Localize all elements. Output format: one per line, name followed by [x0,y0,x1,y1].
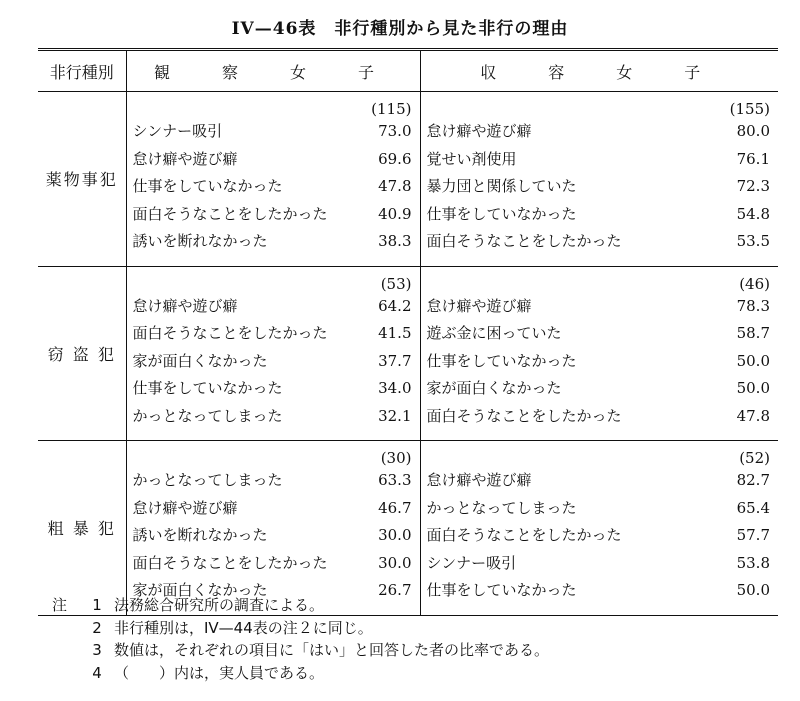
footnote-row [52,594,772,617]
reason-label: かっとなってしまった [426,498,577,517]
percent-value: 46.7 [378,498,412,517]
reason-label: 怠け癖や遊び癖 [132,149,238,168]
footnote-number: 3 [92,641,102,659]
list-item [427,118,773,146]
table-body [38,92,778,616]
reason-label: 怠け癖や遊び癖 [426,471,532,489]
percent-value: 72.3 [736,177,770,195]
sample-count: (30) [380,449,412,467]
percent-value: 78.3 [736,296,770,315]
footnote-label: 注 [52,596,68,614]
reason-label: 怠け癖や遊び癖 [132,296,238,315]
reason-label: 家が面白くなかった [132,351,268,370]
reason-label: かっとなってしまった [132,406,283,425]
percent-value: 63.3 [378,471,412,489]
list-item [427,522,773,550]
sample-count: (155) [729,100,770,118]
list-item [427,293,773,321]
reason-label: 仕事をしていなかった [132,177,283,195]
percent-value: 40.9 [378,204,412,223]
percent-value: 69.6 [378,149,412,168]
footnote-number: 2 [92,618,102,637]
table-group-row [38,441,778,616]
reason-label: 怠け癖や遊び癖 [426,122,532,140]
percent-value: 64.2 [378,296,412,315]
percent-value: 65.4 [736,498,770,517]
reason-label: 誘いを断れなかった [132,232,268,250]
page-title: IV—46表 非行種別から見た非行の理由 [231,19,569,39]
footnote-row [52,617,772,640]
data-table-container [38,48,778,616]
reason-label: シンナー吸引 [426,553,517,572]
list-item [133,201,414,229]
detention-cell [420,441,778,616]
percent-value: 38.3 [378,232,412,250]
sample-count: (115) [371,100,412,118]
reason-label: 暴力団と関係していた [426,177,577,195]
footnote-number: 4 [92,663,102,682]
reason-label: 仕事をしていなかった [132,379,283,397]
header-observation-girls: 観 察 女 子 [126,50,420,92]
detention-cell [420,266,778,441]
percent-value: 50.0 [736,379,770,397]
list-item [427,201,773,229]
list-item [427,228,773,256]
observation-cell [126,92,420,267]
reason-label: 面白そうなことをしたかった [426,406,622,425]
list-item [427,550,773,578]
list-item [133,522,414,550]
percent-value: 58.7 [736,324,770,342]
reason-label: 面白そうなことをしたかった [426,526,622,544]
footnote-number: 1 [92,596,102,614]
reason-label: 怠け癖や遊び癖 [426,296,532,315]
percent-value: 54.8 [736,204,770,223]
list-item [133,173,414,201]
observation-cell [126,266,420,441]
percent-value: 82.7 [736,471,770,489]
reason-label: 怠け癖や遊び癖 [132,498,238,517]
percent-value: 47.8 [378,177,412,195]
list-item [133,320,414,348]
percent-value: 53.8 [736,553,770,572]
list-item [133,228,414,256]
list-item [133,118,414,146]
footnote-row [52,662,772,685]
list-item [133,550,414,578]
percent-value: 73.0 [378,122,412,140]
header-detention-girls: 収 容 女 子 [420,50,778,92]
table-group-row [38,266,778,441]
reason-label: 面白そうなことをしたかった [426,232,622,250]
list-item [427,403,773,431]
observation-cell [126,441,420,616]
reason-label: 遊ぶ金に困っていた [426,324,562,342]
offense-type-cell: 粗 暴 犯 [47,519,116,539]
percent-value: 37.7 [378,351,412,370]
reason-label: 誘いを断れなかった [132,526,268,544]
reason-label: 仕事をしていなかった [426,204,577,223]
percent-value: 41.5 [378,324,412,342]
footnotes [52,594,772,684]
percent-value: 34.0 [378,379,412,397]
list-item [427,467,773,495]
reason-label: 覚せい剤使用 [426,149,517,168]
data-table [38,48,778,616]
list-item [133,467,414,495]
reason-label: 面白そうなことをしたかった [132,553,328,572]
list-item [427,146,773,174]
percent-value: 30.0 [378,553,412,572]
sample-count: (46) [739,274,770,293]
percent-value: 57.7 [736,526,770,544]
list-item [427,375,773,403]
sample-count: (53) [380,274,412,293]
detention-cell [420,92,778,267]
header-offense-type: 非行種別 [49,62,114,82]
list-item [133,403,414,431]
percent-value: 80.0 [736,122,770,140]
list-item [133,375,414,403]
table-group-row [38,92,778,267]
percent-value: 32.1 [378,406,412,425]
sample-count: (52) [739,449,770,467]
offense-type-cell: 薬物事犯 [45,170,118,190]
table-header-row [38,50,778,92]
offense-type-cell: 窃 盗 犯 [47,344,116,364]
footnote-text: （ ）内は，実人員である。 [114,663,325,682]
reason-label: シンナー吸引 [132,122,223,140]
reason-label: 面白そうなことをしたかった [132,324,328,342]
percent-value: 76.1 [736,149,770,168]
percent-value: 50.0 [736,581,770,599]
list-item [133,495,414,523]
reason-label: 仕事をしていなかった [426,581,577,599]
footnote-row [52,639,772,662]
reason-label: 家が面白くなかった [426,379,562,397]
percent-value: 26.7 [378,581,412,599]
footnote-text: 法務総合研究所の調査による。 [114,596,325,614]
reason-label: 仕事をしていなかった [426,351,577,370]
list-item [427,320,773,348]
footnote-text: 数値は，それぞれの項目に「はい」と回答した者の比率である。 [114,641,550,659]
reason-label: 家が面白くなかった [132,581,268,599]
reason-label: かっとなってしまった [132,471,283,489]
list-item [427,173,773,201]
percent-value: 30.0 [378,526,412,544]
list-item [427,495,773,523]
list-item [133,348,414,376]
percent-value: 50.0 [736,351,770,370]
reason-label: 面白そうなことをしたかった [132,204,328,223]
percent-value: 53.5 [736,232,770,250]
list-item [133,146,414,174]
percent-value: 47.8 [736,406,770,425]
footnote-text: 非行種別は，IV—44表の注２に同じ。 [114,618,373,637]
list-item [133,293,414,321]
list-item [427,348,773,376]
